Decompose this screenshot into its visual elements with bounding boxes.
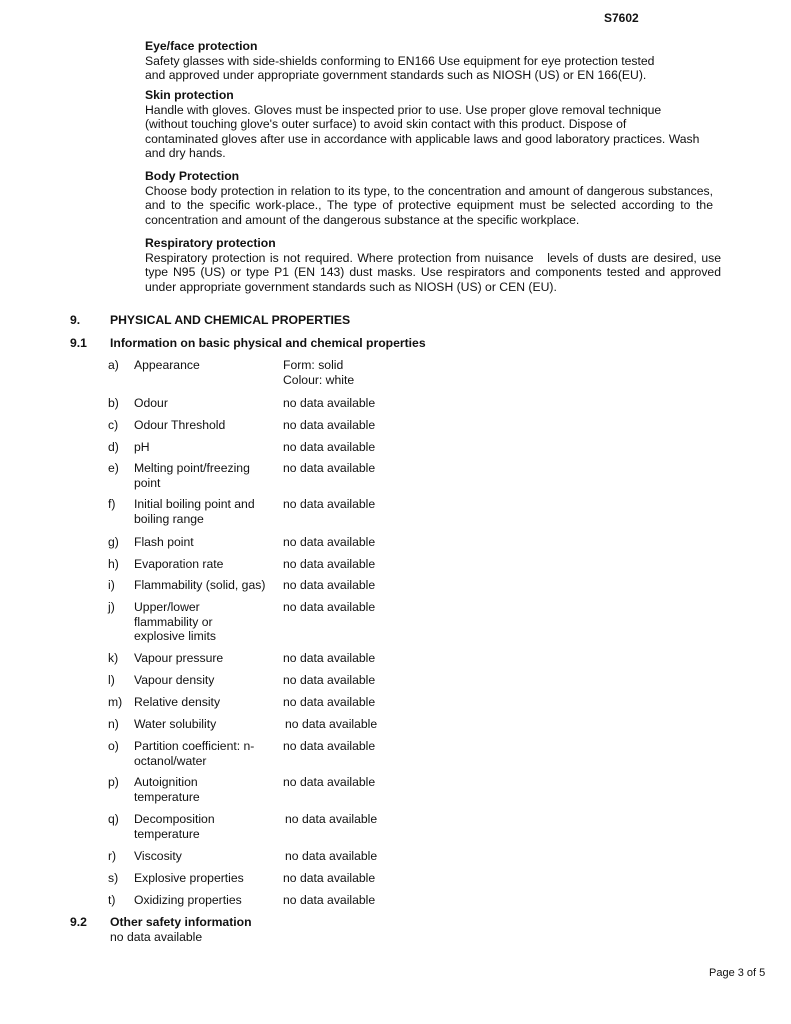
property-value: no data available <box>285 849 378 863</box>
property-label: Initial boiling point and boiling range <box>134 497 255 526</box>
property-value: no data available <box>283 695 376 709</box>
property-letter: q) <box>108 812 119 826</box>
section-number: 9. <box>70 313 81 327</box>
property-letter: m) <box>108 695 123 709</box>
property-letter: p) <box>108 775 119 789</box>
body-protection-section <box>145 169 721 227</box>
property-label: Water solubility <box>134 717 217 731</box>
property-value: no data available <box>283 557 376 571</box>
property-label: Viscosity <box>134 849 182 863</box>
property-label: Autoignition temperature <box>134 775 200 804</box>
property-letter: g) <box>108 535 119 549</box>
property-letter: j) <box>108 600 115 614</box>
eye-face-protection-text: Safety glasses with side-shields conforming to EN166 Use equipment for eye protection tested and approved under appropriate government standards such as NIOSH (US) or EN 166(EU). <box>145 53 655 83</box>
property-label: Decomposition temperature <box>134 812 215 841</box>
property-label: Vapour density <box>134 673 215 687</box>
other-safety-information-text: no data available <box>110 930 203 944</box>
property-label: Melting point/freezing point <box>134 461 250 490</box>
skin-protection-text: Handle with gloves. Gloves must be inspected prior to use. Use proper glove removal technique (without touching glove's outer surface) to avoid skin contact with this product. Dispose of contaminated gloves after use in accordance with applicable laws and good laboratory practices. Wash and dry hands. <box>145 102 700 161</box>
property-letter: c) <box>108 418 119 432</box>
property-label: Evaporation rate <box>134 557 224 571</box>
property-value-line: Form: solid <box>283 358 344 372</box>
page-number: Page 3 of 5 <box>709 967 766 979</box>
property-value: no data available <box>283 739 376 753</box>
property-value: no data available <box>283 535 376 549</box>
property-letter: k) <box>108 651 119 665</box>
section-title: Information on basic physical and chemical properties <box>110 336 426 350</box>
eye-face-protection-title: Eye/face protection <box>145 39 258 53</box>
property-value: no data available <box>283 871 376 885</box>
property-value-line: Colour: white <box>283 372 355 387</box>
property-letter: n) <box>108 717 119 731</box>
property-letter: h) <box>108 557 119 571</box>
property-value: no data available <box>285 812 378 826</box>
property-value: no data available <box>283 775 376 789</box>
property-value <box>283 358 354 387</box>
property-label: Flammability (solid, gas) <box>134 578 266 592</box>
section-number: 9.1 <box>70 336 87 350</box>
property-value: no data available <box>285 717 378 731</box>
property-value: no data available <box>283 578 376 592</box>
document-code: S7602 <box>604 11 639 25</box>
property-letter: s) <box>108 871 119 885</box>
property-letter: t) <box>108 893 116 907</box>
property-label: Explosive properties <box>134 871 244 885</box>
property-letter: l) <box>108 673 115 687</box>
skin-protection-title: Skin protection <box>145 88 234 102</box>
property-label: Flash point <box>134 535 194 549</box>
property-label: Appearance <box>134 358 200 372</box>
property-label: Vapour pressure <box>134 651 224 665</box>
property-label: Oxidizing properties <box>134 893 242 907</box>
property-label: Odour <box>134 396 168 410</box>
respiratory-protection-text: Respiratory protection is not required. Where protection from nuisance levels of dusts are desired, use type N95 (US) or type P1 (EN 143) dust masks. Use respirators and components tested and approved under appropriate government standards such as NIOSH (US) or CEN (EU). <box>145 250 725 294</box>
eye-face-protection-section <box>145 39 721 83</box>
property-letter: a) <box>108 358 119 372</box>
property-label: Relative density <box>134 695 221 709</box>
property-label: Upper/lower flammability or explosive limits <box>134 600 216 644</box>
body-protection-title: Body Protection <box>145 169 240 183</box>
property-value: no data available <box>283 396 376 410</box>
property-letter: r) <box>108 849 117 863</box>
property-value: no data available <box>283 651 376 665</box>
property-letter: f) <box>108 497 116 511</box>
property-letter: e) <box>108 461 119 475</box>
property-value: no data available <box>283 893 376 907</box>
property-value: no data available <box>283 673 376 687</box>
property-value: no data available <box>283 461 376 475</box>
property-value: no data available <box>283 600 376 614</box>
property-label: Odour Threshold <box>134 418 226 432</box>
property-label: Partition coefficient: n-octanol/water <box>134 739 255 768</box>
body-protection-text: Choose body protection in relation to its type, to the concentration and amount of dangerous substances, and to the specific work-place., The type of protective equipment must be selected according to the concentration and amount of the dangerous substance at the specific workplace. <box>145 183 713 227</box>
property-letter: i) <box>108 578 115 592</box>
section-number: 9.2 <box>70 915 87 929</box>
property-value: no data available <box>283 418 376 432</box>
property-letter: b) <box>108 396 119 410</box>
skin-protection-section <box>145 88 721 161</box>
section-title: Other safety information <box>110 915 252 929</box>
property-label: pH <box>134 440 150 454</box>
property-letter: o) <box>108 739 119 753</box>
property-letter: d) <box>108 440 119 454</box>
section-title: PHYSICAL AND CHEMICAL PROPERTIES <box>110 313 351 327</box>
property-value: no data available <box>283 440 376 454</box>
respiratory-protection-title: Respiratory protection <box>145 236 276 250</box>
respiratory-protection-section <box>145 236 725 294</box>
property-value: no data available <box>283 497 376 511</box>
